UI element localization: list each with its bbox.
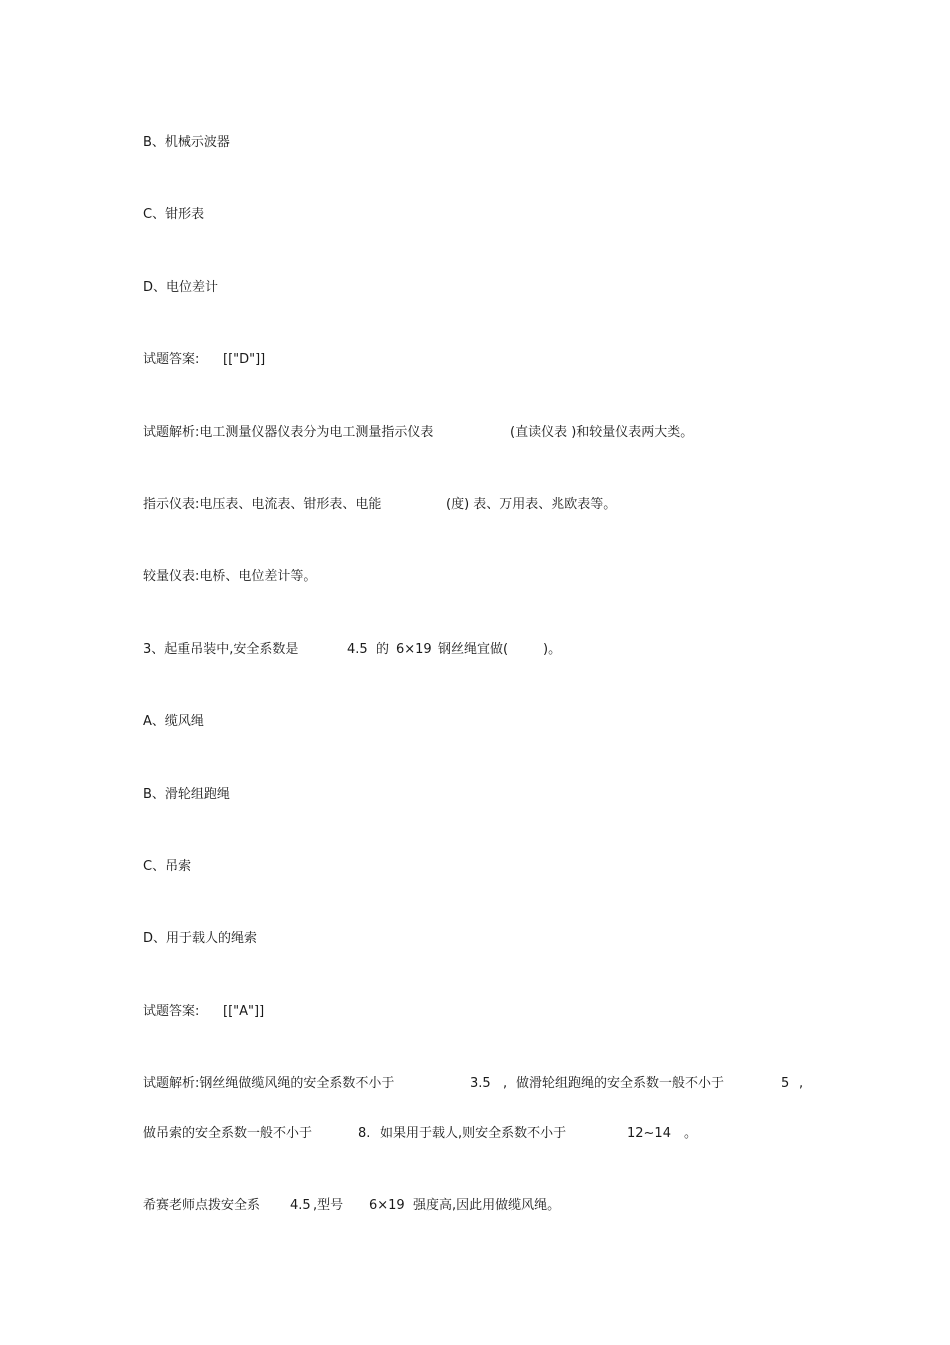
q2-option-d-text: D、电位差计 bbox=[143, 280, 219, 295]
q3-answer-value: [["A"]] bbox=[223, 1004, 265, 1019]
q2-answer-label: 试题答案: bbox=[143, 352, 200, 367]
q2-analysis-part1: 试题解析:电工测量仪器仪表分为电工测量指示仪表 bbox=[143, 425, 434, 440]
q3-tip-part1: 希赛老师点拨安全系 bbox=[143, 1198, 261, 1213]
q3-analysis1-part5: 5 bbox=[781, 1076, 790, 1091]
q3-analysis2-part3: 如果用于载人,则安全系数不小于 bbox=[380, 1126, 567, 1141]
q3-stem-part3: 的 bbox=[376, 642, 390, 657]
q3-tip-part5: 强度高,因此用做缆风绳。 bbox=[413, 1198, 561, 1213]
q3-stem-part4: 6×19 bbox=[396, 642, 432, 657]
q3-tip-part3: ,型号 bbox=[313, 1198, 344, 1213]
q3-analysis2-part1: 做吊索的安全系数一般不小于 bbox=[143, 1126, 313, 1141]
q2-comparison-text: 较量仪表:电桥、电位差计等。 bbox=[143, 569, 317, 584]
q3-option-b-text: B、滑轮组跑绳 bbox=[143, 787, 230, 802]
q2-indicator-part2: (度) 表、万用表、兆欧表等。 bbox=[446, 497, 617, 512]
q3-option-d-text: D、用于载人的绳索 bbox=[143, 931, 258, 946]
q3-analysis1-part2: 3.5 bbox=[470, 1076, 491, 1091]
q2-indicator-part1: 指示仪表:电压表、电流表、钳形表、电能 bbox=[143, 497, 382, 512]
q3-analysis1-part3: , bbox=[503, 1076, 508, 1091]
q3-analysis1-part4: 做滑轮组跑绳的安全系数一般不小于 bbox=[516, 1076, 725, 1091]
q3-tip-part2: 4.5 bbox=[290, 1198, 311, 1213]
q3-analysis1-part6: , bbox=[799, 1076, 804, 1091]
q2-analysis-part2: (直读仪表 )和较量仪表两大类。 bbox=[510, 425, 694, 440]
q3-stem-part2: 4.5 bbox=[347, 642, 368, 657]
q2-option-c-text: C、钳形表 bbox=[143, 207, 205, 222]
q3-option-a-text: A、缆风绳 bbox=[143, 714, 204, 729]
q3-tip-part4: 6×19 bbox=[369, 1198, 405, 1213]
q3-stem-part6: )。 bbox=[543, 642, 562, 657]
q3-analysis2-part2: 8. bbox=[358, 1126, 371, 1141]
q3-analysis2-part5: 。 bbox=[684, 1126, 698, 1141]
q3-analysis1-part1: 试题解析:钢丝绳做缆风绳的安全系数不小于 bbox=[143, 1076, 395, 1091]
q3-analysis2-part4: 12~14 bbox=[627, 1126, 671, 1141]
q3-answer-label: 试题答案: bbox=[143, 1004, 200, 1019]
q2-option-b-text: B、机械示波器 bbox=[143, 135, 230, 150]
q3-stem-part1: 3、起重吊装中,安全系数是 bbox=[143, 642, 299, 657]
q3-option-c-text: C、吊索 bbox=[143, 859, 192, 874]
q3-stem-part5: 钢丝绳宜做( bbox=[438, 642, 509, 657]
q2-answer-value: [["D"]] bbox=[223, 352, 266, 367]
